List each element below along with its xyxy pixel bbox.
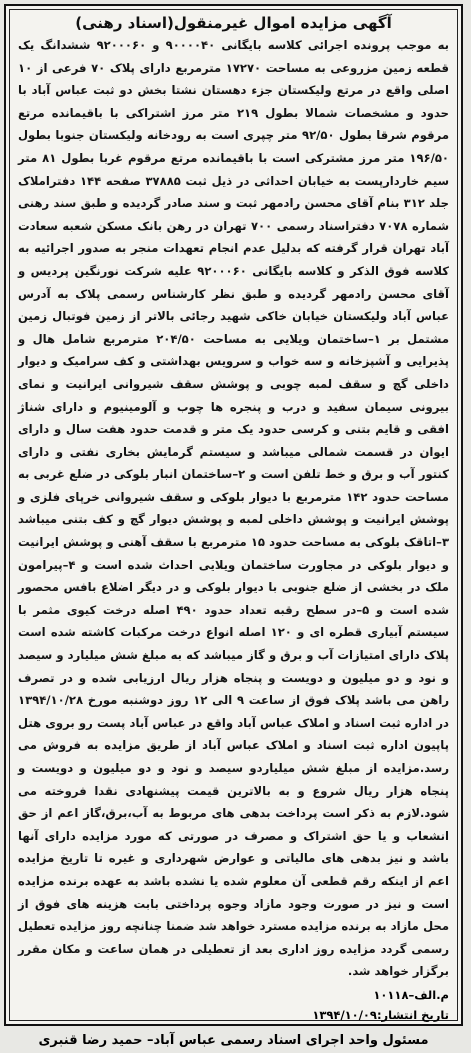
signature-line: مسئول واحد اجرای اسناد رسمی عباس آباد– حمید رضا قنبری [38,1032,429,1048]
notice-frame [9,9,458,1048]
notice-body: به موجب پرونده اجرائی کلاسه بایگانی ۹۰۰۰۰۴۰ و ۹۲۰۰۰۶۰ ششدانگ یک قطعه زمین مزروعی به مساحت ۱۷۲۷۰ مترمربع دارای پلاک ۷۰ فرعی از ۱۰ اصلی واقع در مرتع ولیکستان جزء دهستان نشتا بخش دو ثبت عباس آباد با حدود و مشخصات شمالا بطول ۲۱۹ متر مرز اشتراکی با باقیمانده مرتع مرقوم شرقا بطول ۹۲/۵۰ متر چپری است به رودخانه ولیکستان جنوبا بطول ۱۹۶/۵۰ متر مرز مشترکی است با باقیمانده مرتع مرقوم غربا بطول ۸۱ متر سیم خاردارپست به خیابان احداثی در ذیل ثبت ۳۷۸۸۵ صفحه ۱۴۴ دفتراملاک جلد ۳۱۲ بنام آقای محسن رادمهر ثبت و سند صادر گردیده و طبق سند رهنی شماره ۷۰۷۸ دفتراسناد رسمی ۷۰۰ تهران در رهن بانک مسکن شعبه سعادت آباد تهران قرار گرفته که بدلیل عدم انجام تعهدات منجر به صدور اجرائیه به کلاسه فوق الذکر و کلاسه بایگانی ۹۲۰۰۰۶۰ علیه شرکت نورنگین پردیس و آقای محسن رادمهر گردیده و طبق نظر کارشناس رسمی پلاک به آدرس عباس آباد ولیکستان خیابان خاکی شهید رجائی بالاتر از زمین فوتبال زمین مشتمل بر ۱–ساختمان ویلایی به مساحت ۲۰۴/۵۰ مترمربع شامل هال و پذیرایی و آشپزخانه و سه خواب و سرویس بهداشتی و کف سرامیک و دیوار داخلی گچ و سقف لمبه چوبی و پوشش سقف شیروانی ایرانیت و نمای بیرونی سیمان سفید و درب و پنجره ها چوب و آلومینیوم و دارای شناژ افقی و قایم بتنی و کرسی حدود یک متر و قدمت حدود هفت سال و دارای ایوان در قسمت شمالی میباشد و سیستم گرمایش بخاری نفتی و دارای کنتور آب و برق و خط تلفن است و ۲–ساختمان انبار بلوکی در ضلع غربی به مساحت حدود ۱۴۲ مترمربع با دیوار بلوکی و سقف شیروانی خرپای فلزی و پوشش ایرانیت و پوشش داخلی لمبه و پوشش دیوار گچ و کف بتنی میباشد ۳–اتاقک بلوکی به مساحت حدود ۱۵ مترمربع با سقف آهنی و پوشش ایرانیت و دیوار بلوکی در مجاورت ساختمان ویلایی احداث شده است و ۴–پیرامون ملک در بخشی از ضلع جنوبی با دیوار بلوکی و در دیگر اضلاع بافس محصور شده است و ۵–در سطح رقبه تعداد حدود ۴۹۰ اصله درخت کیوی مثمر با سیستم آبیاری قطره ای و ۱۲۰ اصله انواع درخت مرکبات کاشته شده است پلاک دارای امتیازات آب و برق و گاز میباشد که به مبلغ شش میلیارد و سیصد و نود و دو میلیون و دویست و پنجاه هزار ریال ارزیابی شده و در تصرف راهن می باشد پلاک فوق از ساعت ۹ الی ۱۲ روز دوشنبه مورخ ۱۳۹۴/۱۰/۲۸ در اداره ثبت اسناد و املاک عباس آباد واقع در عباس آباد پست رو بروی هتل پاپیون اداره ثبت اسناد و املاک عباس آباد از طریق مزایده به فروش می رسد.مزایده از مبلغ شش میلیاردو سیصد و نود و دو میلیون و دویست و پنجاه هزار ریال شروع و به بالاترین قیمت پیشنهادی نقدا فروخته می شود.لازم به ذکر است پرداخت بدهی های مربوط به آب،برق،گاز اعم از حق انشعاب و یا حق اشتراک و مصرف در صورتی که مورد مزایده دارای آنها باشد و نیز بدهی های مالیاتی و عوارض شهرداری و غیره تا تاریخ مزایده اعم از اینکه رقم قطعی آن معلوم شده یا نشده باشد به عهده برنده مزایده است و نیز در صورت وجود مازاد وجوه پرداختی بابت هزینه های فوق از محل مازاد به برنده مزایده مسترد خواهد شد ضمنا چنانچه روز مزایده تعطیل رسمی گردد مزایده روز اداری بعد از تعطیلی در همان ساعت و مکان مقرر برگزار خواهد شد. [18,38,450,979]
auction-notice [4,4,463,1048]
notice-title: آگهی مزایده اموال غیرمنقول(اسناد رهنی) [75,14,392,32]
publish-date: تاریخ انتشار:۱۳۹۴/۱۰/۰۹ [312,1007,449,1022]
reference-number: م.الف–۱۰۱۱۸ [373,987,449,1002]
